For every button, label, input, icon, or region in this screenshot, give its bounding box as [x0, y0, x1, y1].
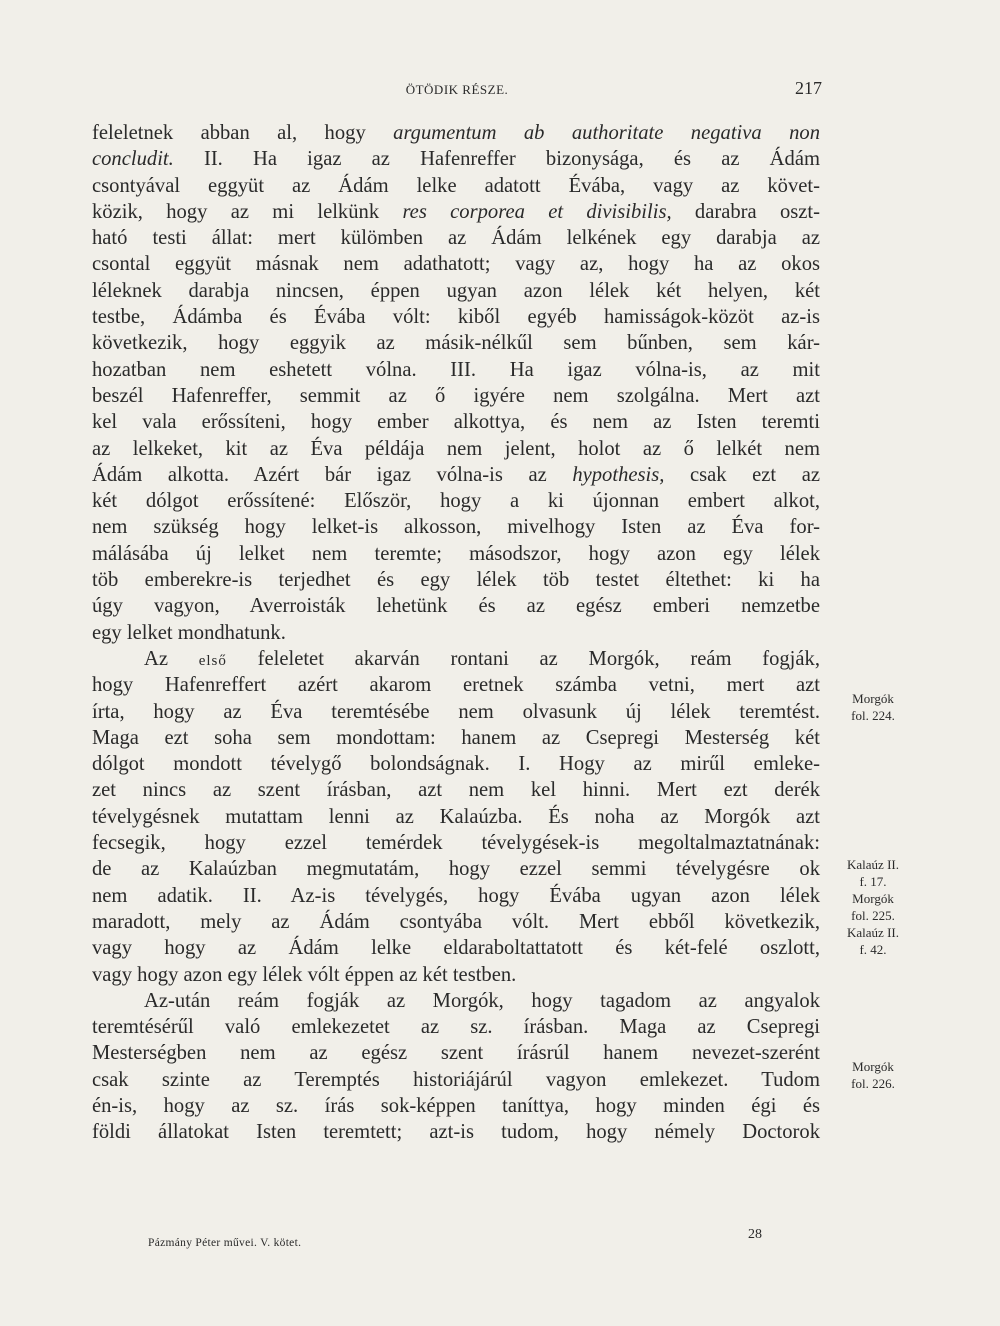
page-number: 217	[795, 78, 822, 98]
text-line	[92, 251, 820, 277]
footer-imprint: Pázmány Péter művei. V. kötet.	[148, 1237, 302, 1249]
text-segment: egy lelket mondhatunk.	[92, 621, 286, 644]
text-line	[92, 330, 820, 356]
text-line	[92, 1067, 820, 1093]
text-segment: Maga ezt soha sem mondottam: hanem az Csepregi Mesterség két	[92, 726, 820, 749]
margin-note	[828, 690, 918, 724]
text-segment: beszél Hafenreffer, semmit az ő igyére nem szolgálna. Mert azt	[92, 384, 820, 407]
text-segment: nem szükség hogy lelket-is alkosson, mivelhogy Isten az Éva for-	[92, 516, 820, 539]
page-header	[92, 78, 822, 102]
text-segment: feleletnek abban al, hogy	[92, 122, 394, 144]
text-line	[92, 146, 820, 172]
text-line	[92, 304, 820, 330]
text-line	[92, 409, 820, 435]
text-segment: az lelkeket, kit az Éva példája nem jelent, holot az ő lelkét nem	[92, 437, 820, 460]
text-segment: földi állatokat Isten teremtett; azt-is tudom, hogy némely Doctorok	[92, 1121, 820, 1144]
italic-text: hypothesis,	[572, 463, 665, 486]
margin-note-line: Kalaúz II.	[847, 857, 899, 872]
text-segment: maradott, mely az Ádám csontyába vólt. Mert ebből következik,	[92, 910, 820, 933]
text-line	[92, 830, 820, 856]
margin-note-line: fol. 225.	[851, 908, 895, 923]
margin-note-line: f. 17.	[859, 874, 887, 889]
margin-note	[828, 1058, 918, 1092]
text-line	[92, 646, 820, 672]
text-line	[92, 620, 820, 646]
text-line	[92, 935, 820, 961]
text-segment: Mesterségben nem az egész szent írásrúl hanem nevezet-szerént	[92, 1042, 820, 1065]
text-line	[92, 462, 820, 488]
text-line	[92, 856, 820, 882]
margin-note-line: f. 42.	[859, 942, 887, 957]
running-head: ÖTÖDIK RÉSZE.	[405, 82, 509, 97]
text-line	[92, 514, 820, 540]
text-line	[92, 672, 820, 698]
text-segment: csontyával eggyüt az Ádám lelke adatott Évába, vagy az követ-	[92, 174, 820, 197]
body-text	[92, 120, 820, 1146]
text-line	[92, 1014, 820, 1040]
text-segment: testbe, Ádámba és Évába vólt: kiből egyéb hamisságok-közöt az-is	[92, 306, 820, 329]
text-segment: hozatban nem eshetett vólna. III. Ha igaz vólna-is, az mit	[92, 358, 820, 381]
text-line	[92, 436, 820, 462]
text-segment: Az-után reám fogják az Morgók, hogy tagadom az angyalok	[144, 989, 820, 1012]
text-line	[92, 567, 820, 593]
text-segment: Ádám alkotta. Azért bár igaz vólna-is az	[92, 463, 573, 486]
text-segment: Az	[144, 647, 199, 670]
margin-note-line: Kalaúz II.	[847, 925, 899, 940]
margin-note-line: Morgók	[852, 891, 894, 906]
text-segment: töb emberekre-is terjedhet és egy lélek töb testet éltethet: ki ha	[92, 569, 820, 592]
text-line	[92, 593, 820, 619]
italic-text: res corporea et divisibilis,	[402, 200, 672, 223]
small-caps-text: első	[198, 652, 227, 669]
text-line	[92, 988, 820, 1014]
text-segment: közik, hogy az mi lelkünk	[92, 200, 403, 223]
text-segment: zet nincs az szent írásban, azt nem kel hinni. Mert ezt derék	[92, 779, 820, 802]
text-segment: fecsegik, hogy ezzel temérdek tévelygések-is megoltalmaztatnának:	[92, 832, 820, 855]
text-segment: vagy hogy az Ádám lelke eldaraboltattatott és két-felé oszlott,	[92, 937, 820, 960]
text-line	[92, 962, 820, 988]
text-segment: ható testi állat: mert külömben az Ádám lelkének egy darabja az	[92, 227, 820, 250]
text-line	[92, 278, 820, 304]
margin-note	[828, 856, 918, 958]
text-line	[92, 1040, 820, 1066]
margin-note-line: Morgók	[852, 1059, 894, 1074]
text-segment: tévelygésnek mutattam lenni az Kalaúzba. És noha az Morgók azt	[92, 805, 820, 828]
text-line	[92, 804, 820, 830]
text-segment: úgy vagyon, Averroisták lehetünk és az egész emberi nemzetbe	[92, 595, 820, 618]
text-segment: kel vala erőssíteni, hogy ember alkottya, és nem az Isten teremti	[92, 411, 820, 434]
text-line	[92, 883, 820, 909]
text-segment: dólgot mondott tévelygő bolondságnak. I. Hogy az mirűl emleke-	[92, 753, 820, 776]
text-segment: málásába új lelket nem teremte; másodszor, hogy azon egy lélek	[92, 542, 820, 565]
text-segment: következik, hogy eggyik az másik-nélkűl sem bűnben, sem kár-	[92, 332, 820, 355]
text-segment: hogy Hafenreffert azért akarom eretnek számba vetni, mert azt	[92, 674, 820, 697]
text-line	[92, 1093, 820, 1119]
signature-mark: 28	[748, 1227, 762, 1242]
margin-note-line: Morgók	[852, 691, 894, 706]
margin-note-line: fol. 224.	[851, 708, 895, 723]
text-line	[92, 357, 820, 383]
text-line	[92, 383, 820, 409]
text-line	[92, 777, 820, 803]
text-segment: léleknek darabja nincsen, éppen ugyan azon lélek két helyen, két	[92, 279, 820, 302]
text-line	[92, 1119, 820, 1145]
text-segment: csak szinte az Teremptés historiájárúl vagyon emlekezet. Tudom	[92, 1068, 820, 1091]
text-line	[92, 725, 820, 751]
text-segment: II. Ha igaz az Hafenreffer bizonysága, és az Ádám	[173, 148, 820, 171]
text-line	[92, 541, 820, 567]
margin-note-line: fol. 226.	[851, 1076, 895, 1091]
text-line	[92, 699, 820, 725]
text-line	[92, 488, 820, 514]
text-segment: de az Kalaúzban megmutatám, hogy ezzel semmi tévelygésre ok	[92, 858, 820, 881]
text-line	[92, 199, 820, 225]
text-line	[92, 225, 820, 251]
text-segment: csontal eggyüt másnak nem adathatott; vagy az, hogy ha az okos	[92, 253, 820, 276]
text-segment: csak ezt az	[664, 463, 821, 486]
text-line	[92, 120, 820, 146]
italic-text: argumentum ab authoritate negativa non	[393, 122, 820, 144]
text-segment: teremtésérűl való emlekezetet az sz. írásban. Maga az Csepregi	[92, 1016, 820, 1039]
text-segment: nem adatik. II. Az-is tévelygés, hogy Évába ugyan azon lélek	[92, 884, 820, 907]
text-segment: én-is, hogy az sz. írás sok-képpen taníttya, hogy minden égi és	[92, 1094, 820, 1117]
text-segment: két dólgot erőssítené: Először, hogy a ki újonnan embert alkot,	[92, 490, 820, 513]
italic-text: concludit.	[92, 148, 174, 171]
text-segment: írta, hogy az Éva teremtésébe nem olvasunk új lélek teremtést.	[92, 700, 820, 723]
text-line	[92, 909, 820, 935]
text-segment: darabra oszt-	[671, 200, 821, 223]
text-segment: vagy hogy azon egy lélek vólt éppen az két testben.	[92, 963, 517, 986]
text-line	[92, 751, 820, 777]
text-segment: feleletet akarván rontani az Morgók, reám fogják,	[226, 647, 820, 670]
text-line	[92, 173, 820, 199]
